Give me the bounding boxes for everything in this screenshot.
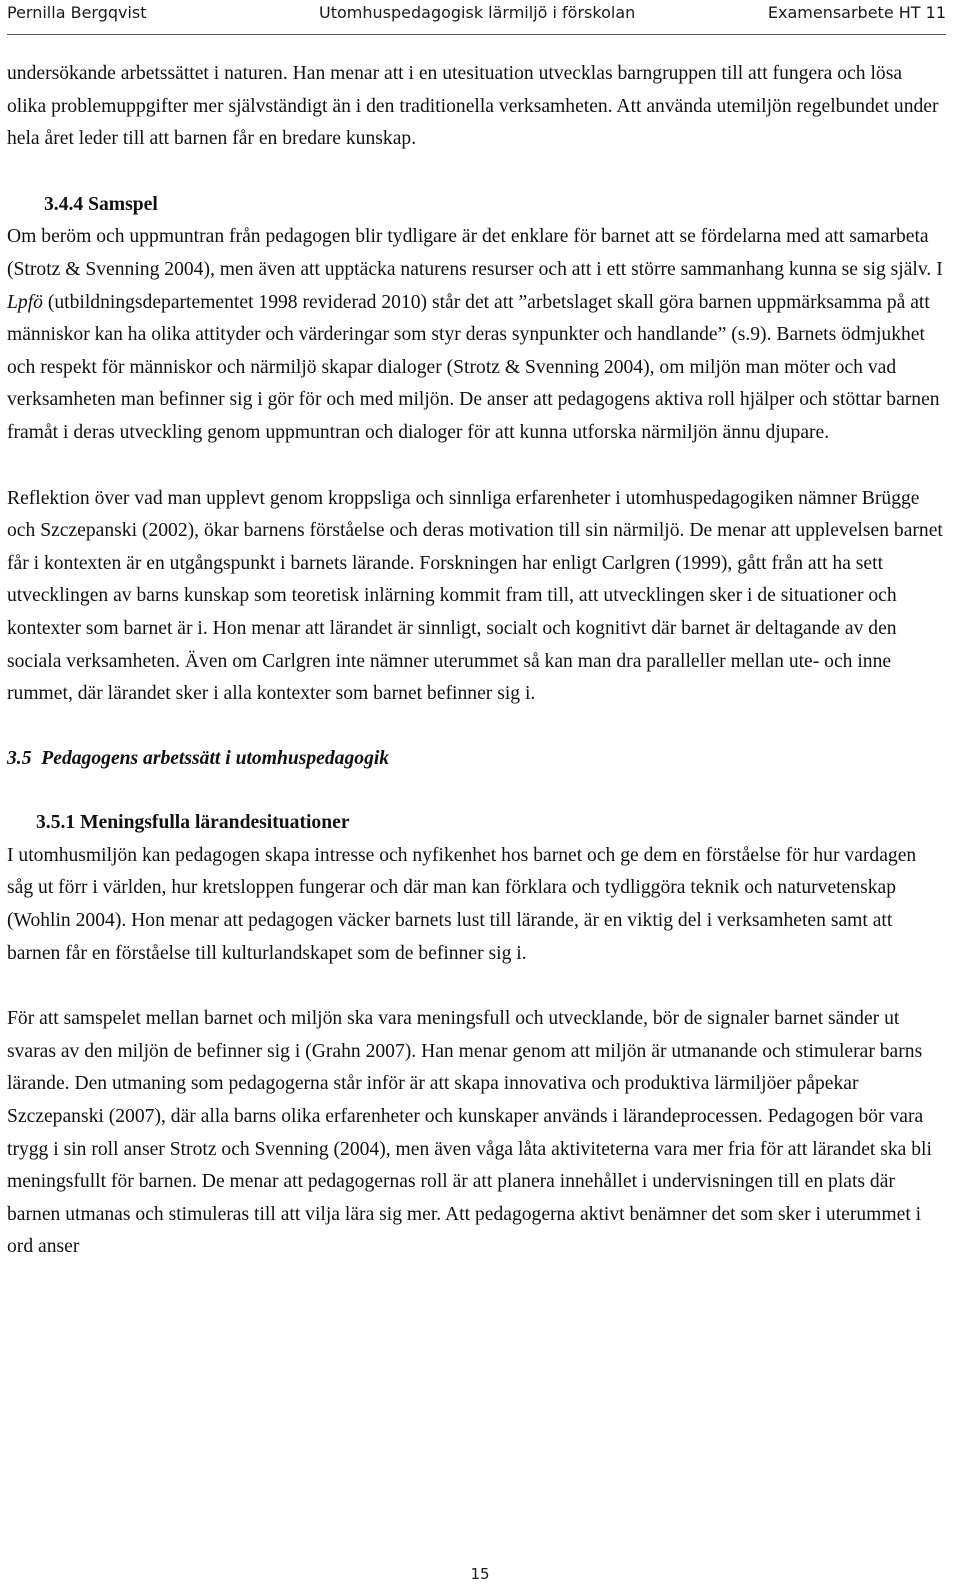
header-author: Pernilla Bergqvist bbox=[7, 3, 147, 22]
heading-pedagogens-arbetssatt: 3.5 Pedagogens arbetssätt i utomhuspedagogik bbox=[7, 747, 390, 769]
page-number: 15 bbox=[470, 1565, 490, 1583]
heading-meningsfulla-larandesituationer: 3.5.1 Meningsfulla lärandesituationer bbox=[36, 812, 350, 834]
paragraph-samspelet: För att samspelet mellan barnet och miljön ska vara meningsfull och utvecklande, bör de signaler barnet sänder ut svaras av den miljön de befinner sig i (Grahn 2007). Han menar genom att miljön är utmanande och stimulerar barns lärande. Den utmaning som pedagogerna står inför är att skapa innovativa och produktiva lärmiljöer påpekar Szczepanski (2007), där alla barns olika erfarenheter och kunskaper används i lärandeprocessen. Pedagogen bör vara trygg i sin roll anser Strotz och Svenning (2004), men även våga låta aktiviteterna vara mer fria för att lärandet ska bli meningsfullt för barnen. De menar att pedagogernas roll är att planera innehållet i undervisningen till en plats där barnen utmanas och stimuleras till att vilja lära sig mer. Att pedagogerna aktivt benämner det som sker i uterummet i ord anser bbox=[7, 1008, 932, 1258]
header-course: Examensarbete HT 11 bbox=[767, 3, 946, 22]
heading-samspel: 3.4.4 Samspel bbox=[44, 193, 158, 215]
header-title: Utomhuspedagogisk lärmiljö i förskolan bbox=[319, 3, 636, 22]
paragraph-reflektion: Reflektion över vad man upplevt genom kroppsliga och sinnliga erfarenheter i utomhuspedagogiken nämner Brügge och Szczepanski (2002), ökar barnens förståelse och deras motivation till sin närmiljö. De menar att upplevelsen barnet får i kontexten är en utgångspunkt i barnets lärande. Forskningen har enligt Carlgren (1999), gått från att ha sett utvecklingen av barns kunskap som teoretisk inlärning kommit fram till, att utvecklingen sker i de situationer och kontexter som barnet är i. Hon menar att lärandet är sinnligt, socialt och kognitivt där barnet är deltagande av den sociala verksamheten. Även om Carlgren inte nämner uterummet så kan man dra paralleller mellan ute- och inne rummet, där lärandet sker i alla kontexter som barnet befinner sig i. bbox=[7, 487, 943, 705]
lpfo-reference: Lpfö bbox=[7, 291, 43, 313]
paragraph-samspel-part2: (utbildningsdepartementet 1998 reviderad 2010) står det att ”arbetslaget skall göra barnen uppmärksamma på att människor kan ha olika attityder och värderingar som styr deras synpunkter och handlande” (s.9). Barnets ödmjukhet och respekt för människor och närmiljö skapar dialoger (Strotz & Svenning 2004), om miljön man möter och vad verksamheten man befinner sig i gör för och med miljön. De anser att pedagogens aktiva roll hjälper och stöttar barnen framåt i deras utveckling genom uppmuntran och dialoger för att kunna utforska närmiljön ännu djupare. bbox=[7, 291, 940, 443]
document-body bbox=[7, 58, 943, 1264]
paragraph-utomhusmiljon: I utomhusmiljön kan pedagogen skapa intresse och nyfikenhet hos barnet och ge dem en förståelse för hur vardagen såg ut förr i världen, hur kretsloppen fungerar och där man kan förklara och tydliggöra teknik och naturvetenskap (Wohlin 2004). Hon menar att pedagogen väcker barnets lust till lärande, är en viktig del i verksamheten samt att barnen får en förståelse till kulturlandskapet som de befinner sig i. bbox=[7, 844, 917, 964]
paragraph-samspel bbox=[7, 221, 943, 449]
page-header bbox=[7, 3, 946, 31]
paragraph-intro: undersökande arbetssättet i naturen. Han menar att i en utesituation utvecklas barngruppen till att fungera och lösa olika problemuppgifter mer självständigt än i den traditionella verksamheten. Att använda utemiljön regelbundet under hela året leder till att barnen får en bredare kunskap. bbox=[7, 63, 939, 150]
paragraph-samspel-part1: Om beröm och uppmuntran från pedagogen blir tydligare är det enklare för barnet att se fördelarna med att samarbeta (Strotz & Svenning 2004), men även att upptäcka naturens resurser och att i ett större sammanhang kunna se sig själv. I bbox=[7, 226, 943, 280]
header-rule bbox=[7, 34, 946, 35]
